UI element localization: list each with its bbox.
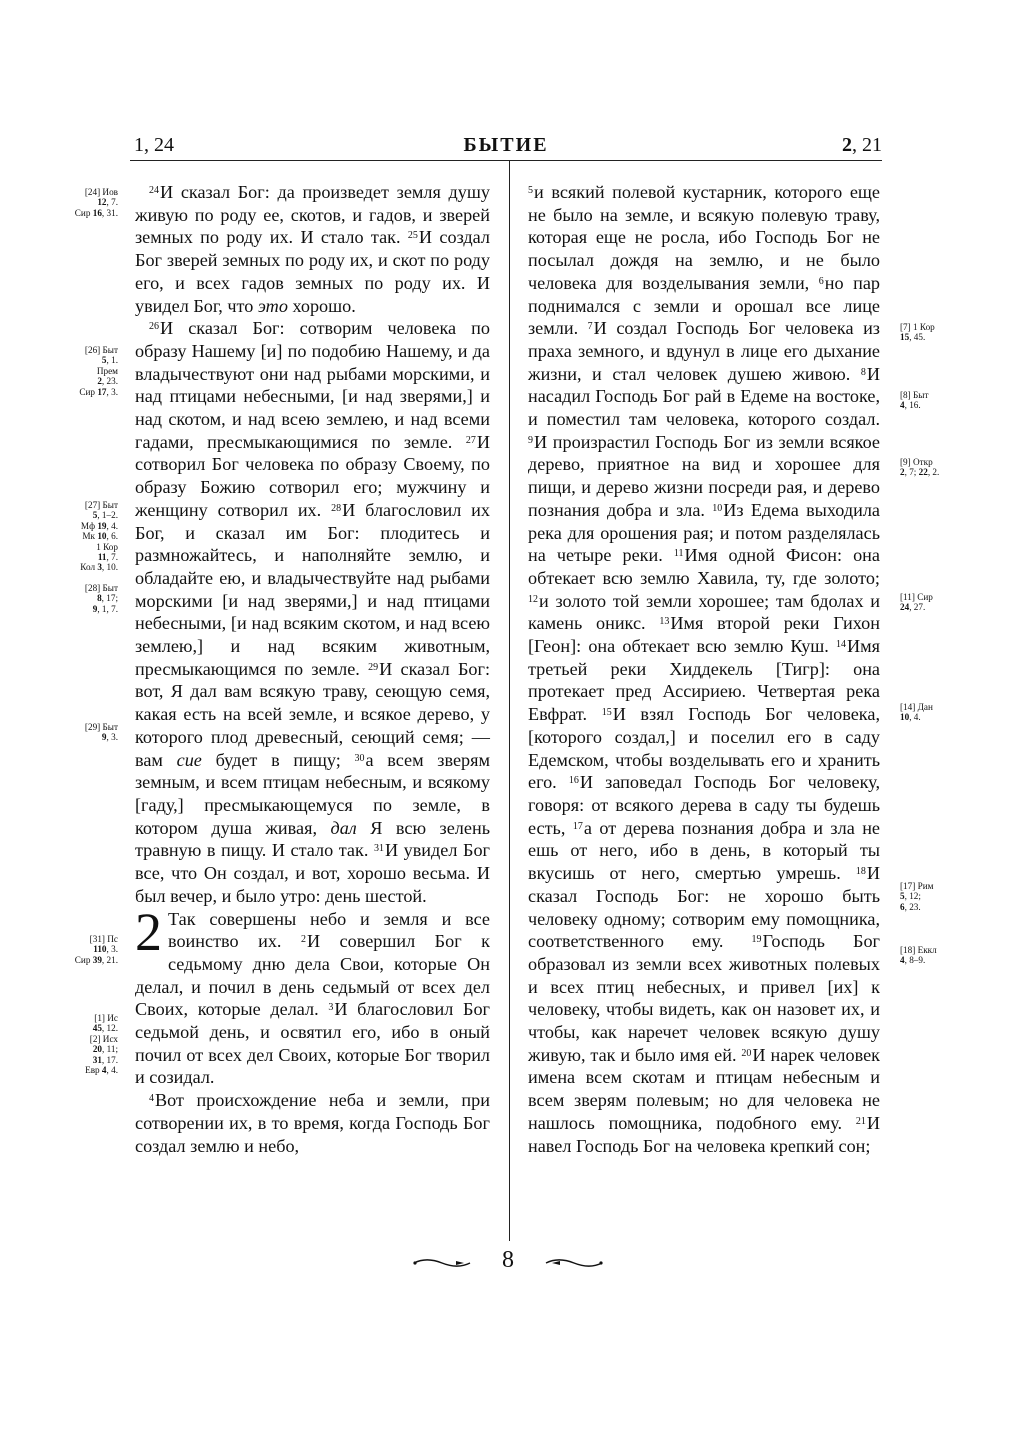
running-header [130, 134, 882, 162]
cross-ref-9: [9] Откр 2, 7; 22, 2. [900, 457, 940, 478]
cross-ref-26: [26] Быт 5, 1. Прем 2, 23. Сир 17, 3. [79, 345, 118, 397]
ornament-left-icon [412, 1256, 474, 1270]
header-right-verse: , 21 [852, 134, 882, 156]
cross-ref-7: [7] 1 Кор 15, 45. [900, 322, 935, 343]
chapter-start-paragraph: 2 Так совершены небо и земля и все воинство их. $^2$И совершил Бог к седьмому дню дела Свои, которые Он делал, и почил в день седьмый от всех дел Своих, которые делал. $^3$И благословил Бог седьмой день, и освятил его, ибо в оный почил от всех дел Своих, которые Бог творил и созидал. [135, 901, 490, 1088]
paragraph: $^{24}$И сказал Бог: да произведет земля душу живую по роду ее, скотов, и гадов, и зверей земных по роду их. И стало так. $^{25}$И создал Бог зверей земных по роду их, и скот по роду его, и всех гадов земных по роду их. И увидел Бог, что это хорошо. [135, 182, 490, 316]
cross-ref-31: [31] Пс 110, 3. Сир 39, 21. [74, 934, 118, 965]
cross-ref-2-1: [1] Ис 45, 12. [2] Исх 20, 11; 31, 17. Евр 4, 4. [85, 1013, 118, 1076]
page-number: 8 [502, 1247, 514, 1273]
header-reference-right [842, 134, 882, 157]
cross-ref-8: [8] Быт 4, 16. [900, 390, 929, 411]
cross-ref-28: [28] Быт 8, 17; 9, 1, 7. [84, 583, 118, 614]
chapter-number-dropcap: 2 [135, 901, 162, 962]
cross-ref-18: [18] Еккл 4, 8–9. [900, 945, 937, 966]
page-footer [0, 1247, 1016, 1277]
cross-ref-29: [29] Быт 9, 3. [84, 722, 118, 743]
text-column-right [528, 181, 880, 1157]
cross-ref-11: [11] Сир 24, 27. [900, 592, 933, 613]
paragraph: $^5$и всякий полевой кустарник, которого еще не было на земле, и всякую полевую траву, которая еще не росла, ибо Господь Бог не посылал дождя на землю, и не было человека для возделывания земли, $^6$но пар поднимался с земли и орошал все лице земли. $^7$И создал Господь Бог человека из праха земного, и вдунул в лице его дыхание жизни, и стал человек душею живою. $^8$И насадил Господь Бог рай в Едеме на востоке, и поместил там человека, которого создал. $^9$И произрастил Господь Бог из земли всякое дерево, приятное на вид и хорошее для пищи, и дерево жизни посреди рая, и дерево познания добра и зла. $^{10}$Из Едема выходила река для орошения рая; и потом разделялась на четыре реки. $^{11}$Имя одной Фисон: она обтекает всю землю Хавила, ту, где золото; $^{12}$и золото той земли хорошее; там бдолах и камень оникс. $^{13}$Имя второй реки Гихон [Геон]: она обтекает всю землю Куш. $^{14}$Имя третьей реки Хиддекель [Тигр]: она протекает пред Ассириею. Четвертая река Евфрат. $^{15}$И взял Господь Бог человека, [которого создал,] и поселил его в саду Едемском, чтобы возделывать его и хранить его. $^{16}$И заповедал Господь Бог человеку, говоря: от всякого дерева в саду ты будешь есть, $^{17}$а от дерева познания добра и зла не ешь от него, ибо в день, в который ты вкусишь от него, смертью умрешь. $^{18}$И сказал Господь Бог: не хорошо быть человеку одному; сотворим ему помощника, соответственного ему. $^{19}$Господь Бог образовал из земли всех животных полевых и всех птиц небесных, и привел [их] к человеку, чтобы видеть, как он назовет их, и чтобы, как наречет человек всякую душу живую, так и было имя ей. $^{20}$И нарек человек имена всем скотам и птицам небесным и всем зверям полевым; но для человека не нашлось помощника, подобного ему. $^{21}$И навел Господь Бог на человека крепкий сон; [528, 182, 881, 1156]
header-book-title: БЫТИЕ [463, 134, 549, 156]
column-divider [509, 161, 510, 1241]
header-rule [130, 160, 882, 161]
ornament-right-icon [542, 1256, 604, 1270]
paragraph: $^{26}$И сказал Бог: сотворим человека по образу Нашему [и] по подобию Нашему, и да владычествуют они над рыбами морскими, и над птицами небесными, [и над зверями,] и над скотом, и над всею землею, и над всеми гадами, пресмыкающимися по земле. $^{27}$И сотворил Бог человека по образу Своему, по образу Божию сотворил его; мужчину и женщину сотворил их. $^{28}$И благословил их Бог, и сказал им Бог: плодитесь и размножайтесь, и наполняйте землю, и обладайте ею, и владычествуйте над рыбами морскими [и над зверями,] и над птицами небесными, [и над всяким скотом, и над всею землею,] и над всяким животным, пресмыкающимся по земле. $^{29}$И сказал Бог: вот, Я дал вам всякую траву, сеющую семя, какая есть на всей земле, и всякое дерево, у которого плод древесный, сеющий семя; — вам сие будет в пищу; $^{30}$а всем зверям земным, и всем птицам небесным, и всякому [гаду,] пресмыкающемуся по земле, в котором душа живая, дал Я всю зелень травную в пищу. И стало так. $^{31}$И увидел Бог все, что Он создал, и вот, хорошо весьма. И был вечер, и было утро: день шестой. [135, 318, 491, 906]
header-reference-left: 1, 24 [134, 134, 174, 156]
cross-ref-27: [27] Быт 5, 1–2. Мф 19, 4. Мк 10, 6. 1 Кор 11, 7. Кол 3, 10. [80, 500, 118, 573]
cross-ref-14: [14] Дан 10, 4. [900, 702, 933, 723]
text-column-left [135, 181, 490, 1157]
header-right-chapter: 2 [842, 134, 852, 156]
paragraph: $^4$Вот происхождение неба и земли, при сотворении их, в то время, когда Господь Бог создал землю и небо, [135, 1090, 490, 1156]
cross-ref-24: [24] Иов 12, 7. Сир 16, 31. [74, 187, 118, 218]
cross-ref-17: [17] Рим 5, 12; 6, 23. [900, 881, 934, 912]
